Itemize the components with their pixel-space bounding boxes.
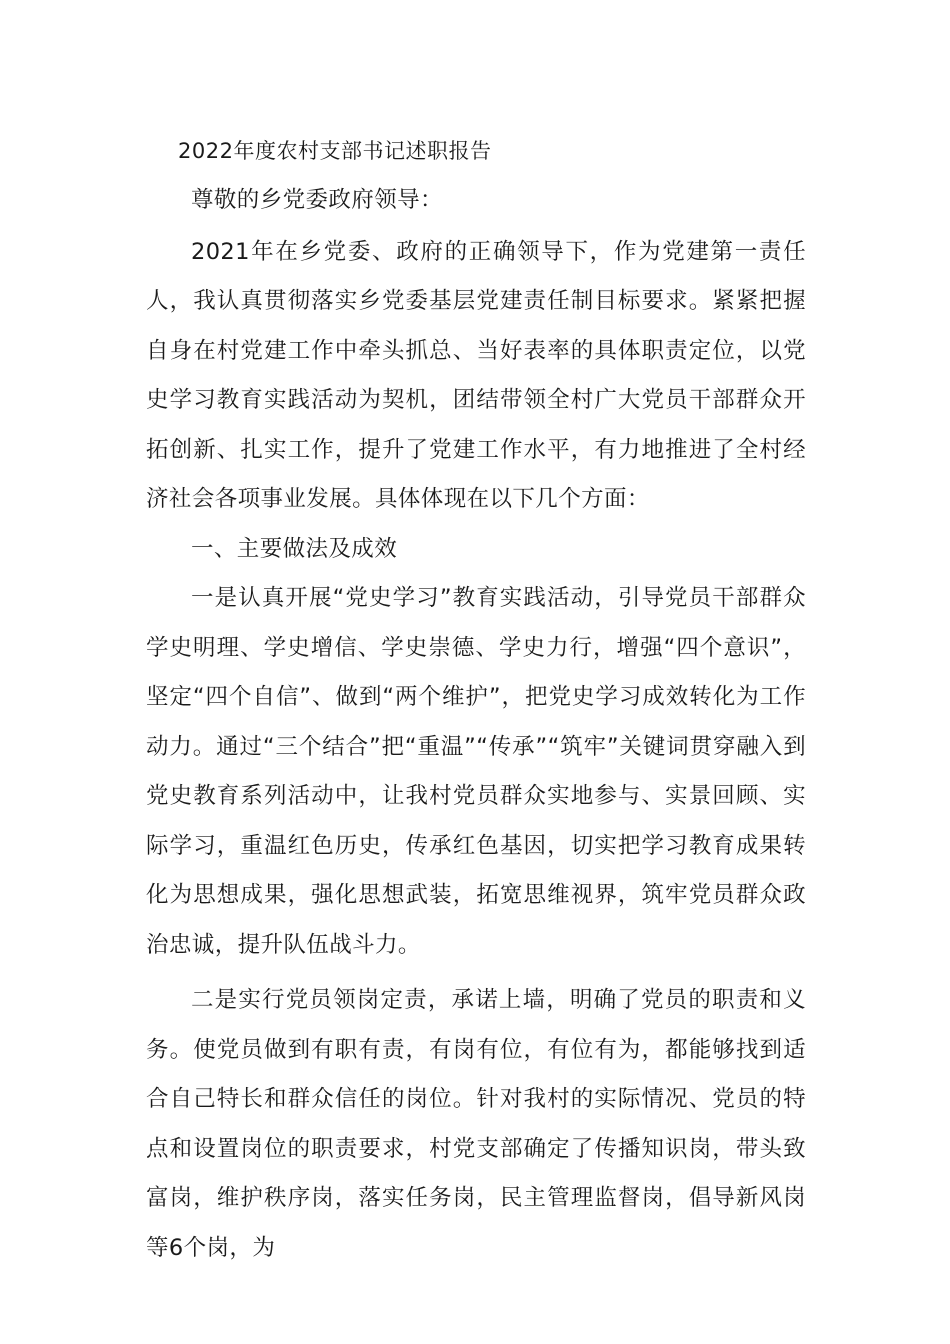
intro-paragraph: 2021年在乡党委、政府的正确领导下，作为党建第一责任人，我认真贯彻落实乡党委基层党建责任制目标要求。紧紧把握自身在村党建工作中牵头抓总、当好表率的具体职责定位，以党史学习教育实践活动为契机，团结带领全村广大党员干部群众开拓创新、扎实工作，提升了党建工作水平，有力地推进了全村经济社会各项事业发展。具体体现在以下几个方面： [146,238,806,512]
document-title: 2022年度农村支部书记述职报告 [178,139,492,163]
point-one-paragraph: 一是认真开展“党史学习”教育实践活动，引导党员干部群众学史明理、学史增信、学史崇德、学史力行，增强“四个意识”，坚定“四个自信”、做到“两个维护”，把党史学习成效转化为工作动力。通过“三个结合”把“重温”“传承”“筑牢”关键词贯穿融入到党史教育系列活动中，让我村党员群众实地参与、实景回顾、实际学习，重温红色历史，传承红色基因，切实把学习教育成果转化为思想成果，强化思想武装，拓宽思维视界，筑牢党员群众政治忠诚，提升队伍战斗力。 [146,585,806,958]
point-two-paragraph: 二是实行党员领岗定责，承诺上墙，明确了党员的职责和义务。使党员做到有职有责，有岗有位，有位有为，都能够找到适合自己特长和群众信任的岗位。针对我村的实际情况、党员的特点和设置岗位的职责要求，村党支部确定了传播知识岗，带头致富岗，维护秩序岗，落实任务岗，民主管理监督岗，倡导新风岗等6个岗，为 [146,987,806,1261]
document-body [146,128,806,1273]
section-heading: 一、主要做法及成效 [191,535,398,562]
salutation: 尊敬的乡党委政府领导： [191,187,443,213]
